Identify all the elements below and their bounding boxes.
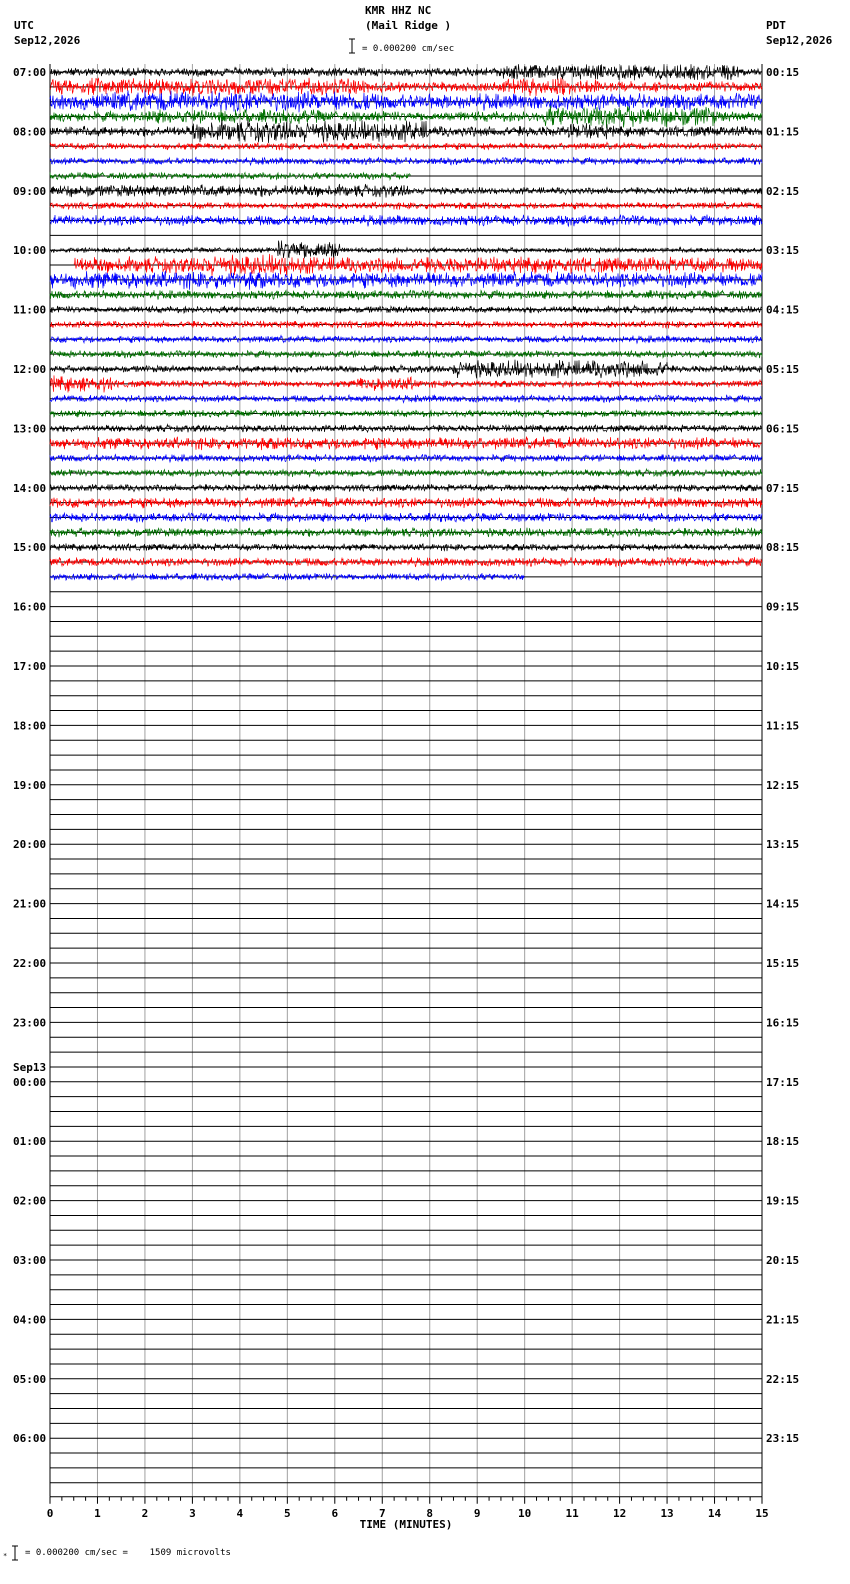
pdt-hour-label: 20:15 xyxy=(766,1254,800,1267)
utc-hour-label: 17:00 xyxy=(13,660,47,673)
x-tick-label: 10 xyxy=(518,1506,532,1520)
x-tick-label: 9 xyxy=(473,1506,481,1520)
utc-hour-label: 16:00 xyxy=(13,600,47,614)
x-tick-label: 0 xyxy=(46,1506,54,1520)
seismic-trace xyxy=(50,557,762,567)
pdt-hour-label: 05:15 xyxy=(766,363,800,376)
x-axis-label: TIME (MINUTES) xyxy=(359,1517,453,1531)
x-tick-label: 1 xyxy=(94,1506,101,1520)
x-tick-label: 6 xyxy=(331,1506,339,1520)
utc-hour-label: 04:00 xyxy=(13,1313,47,1327)
x-tick-label: 4 xyxy=(236,1506,244,1520)
date-change-label: Sep13 xyxy=(13,1060,47,1074)
utc-hour-label: 07:00 xyxy=(13,66,47,79)
seismic-trace xyxy=(50,350,762,358)
pdt-hour-label: 18:15 xyxy=(766,1135,800,1149)
utc-hour-label: 22:00 xyxy=(13,957,47,970)
utc-hour-label: 02:00 xyxy=(13,1194,47,1208)
x-tick-label: 3 xyxy=(189,1506,196,1520)
pdt-hour-label: 13:15 xyxy=(766,838,800,852)
seismic-trace xyxy=(50,241,762,259)
station-location: (Mail Ridge ) xyxy=(365,19,452,32)
pdt-hour-label: 02:15 xyxy=(766,184,800,198)
x-tick-label: 8 xyxy=(426,1506,434,1520)
svg-text:*: * xyxy=(3,1552,8,1560)
seismic-trace xyxy=(50,484,762,492)
x-tick-label: 2 xyxy=(141,1506,149,1520)
pdt-hour-label: 10:15 xyxy=(766,660,800,673)
pdt-hour-label: 03:15 xyxy=(766,244,800,258)
utc-hour-label: 23:00 xyxy=(13,1016,47,1030)
pdt-hour-label: 08:15 xyxy=(766,541,800,555)
pdt-hour-label: 17:15 xyxy=(766,1075,800,1089)
utc-hour-label: 18:00 xyxy=(13,719,47,733)
pdt-hour-label: 06:15 xyxy=(766,422,800,436)
pdt-hour-label: 23:15 xyxy=(766,1432,800,1446)
footer-scale-bar-icon xyxy=(3,1546,18,1560)
seismic-trace xyxy=(50,513,762,523)
utc-hour-label: 00:00 xyxy=(13,1075,47,1089)
utc-hour-label: 15:00 xyxy=(13,541,47,555)
utc-hour-label: 12:00 xyxy=(13,363,47,376)
x-tick-label: 5 xyxy=(284,1506,291,1520)
left-tz: UTC xyxy=(14,19,34,32)
pdt-hour-label: 09:15 xyxy=(766,600,800,614)
utc-hour-label: 01:00 xyxy=(13,1135,47,1149)
seismic-trace xyxy=(50,528,762,538)
utc-hour-label: 09:00 xyxy=(13,184,47,198)
seismic-trace xyxy=(50,321,762,329)
seismic-trace xyxy=(50,64,762,80)
utc-hour-label: 03:00 xyxy=(13,1254,47,1267)
scale-bar-icon xyxy=(349,39,355,53)
pdt-hour-label: 12:15 xyxy=(766,778,800,792)
seismic-trace xyxy=(50,78,762,97)
utc-hour-label: 06:00 xyxy=(13,1432,47,1446)
left-date: Sep12,2026 xyxy=(14,34,81,47)
x-tick-label: 15 xyxy=(755,1506,769,1520)
seismic-trace xyxy=(50,120,762,143)
utc-hour-label: 11:00 xyxy=(13,303,47,317)
utc-hour-label: 19:00 xyxy=(13,778,47,792)
utc-hour-label: 10:00 xyxy=(13,244,47,258)
utc-hour-label: 08:00 xyxy=(13,125,47,139)
x-tick-label: 12 xyxy=(612,1506,627,1520)
x-tick-label: 13 xyxy=(660,1506,674,1520)
right-date: Sep12,2026 xyxy=(766,34,833,47)
seismic-trace xyxy=(50,375,762,392)
pdt-hour-label: 15:15 xyxy=(766,957,800,970)
seismic-trace xyxy=(50,543,762,551)
x-tick-label: 11 xyxy=(565,1506,579,1520)
pdt-hour-label: 22:15 xyxy=(766,1372,800,1386)
station-title: KMR HHZ NC xyxy=(365,4,432,17)
pdt-hour-label: 11:15 xyxy=(766,719,800,733)
pdt-hour-label: 00:15 xyxy=(766,66,800,79)
x-tick-label: 14 xyxy=(707,1506,722,1520)
pdt-hour-label: 19:15 xyxy=(766,1194,800,1208)
scale-label: = 0.000200 cm/sec xyxy=(362,44,455,54)
pdt-hour-label: 21:15 xyxy=(766,1313,800,1327)
utc-hour-label: 20:00 xyxy=(13,838,47,852)
footer-scale-note: = 0.000200 cm/sec = 1509 microvolts xyxy=(25,1548,231,1558)
x-tick-label: 7 xyxy=(378,1506,386,1520)
pdt-hour-label: 01:15 xyxy=(766,125,800,139)
utc-hour-label: 05:00 xyxy=(13,1372,47,1386)
utc-hour-label: 14:00 xyxy=(13,481,47,495)
pdt-hour-label: 14:15 xyxy=(766,897,800,911)
utc-hour-label: 13:00 xyxy=(13,422,47,436)
pdt-hour-label: 07:15 xyxy=(766,481,800,495)
right-tz: PDT xyxy=(766,19,786,32)
seismic-trace xyxy=(50,271,762,290)
utc-hour-label: 21:00 xyxy=(13,897,47,911)
pdt-hour-label: 16:15 xyxy=(766,1016,800,1030)
pdt-hour-label: 04:15 xyxy=(766,303,800,317)
